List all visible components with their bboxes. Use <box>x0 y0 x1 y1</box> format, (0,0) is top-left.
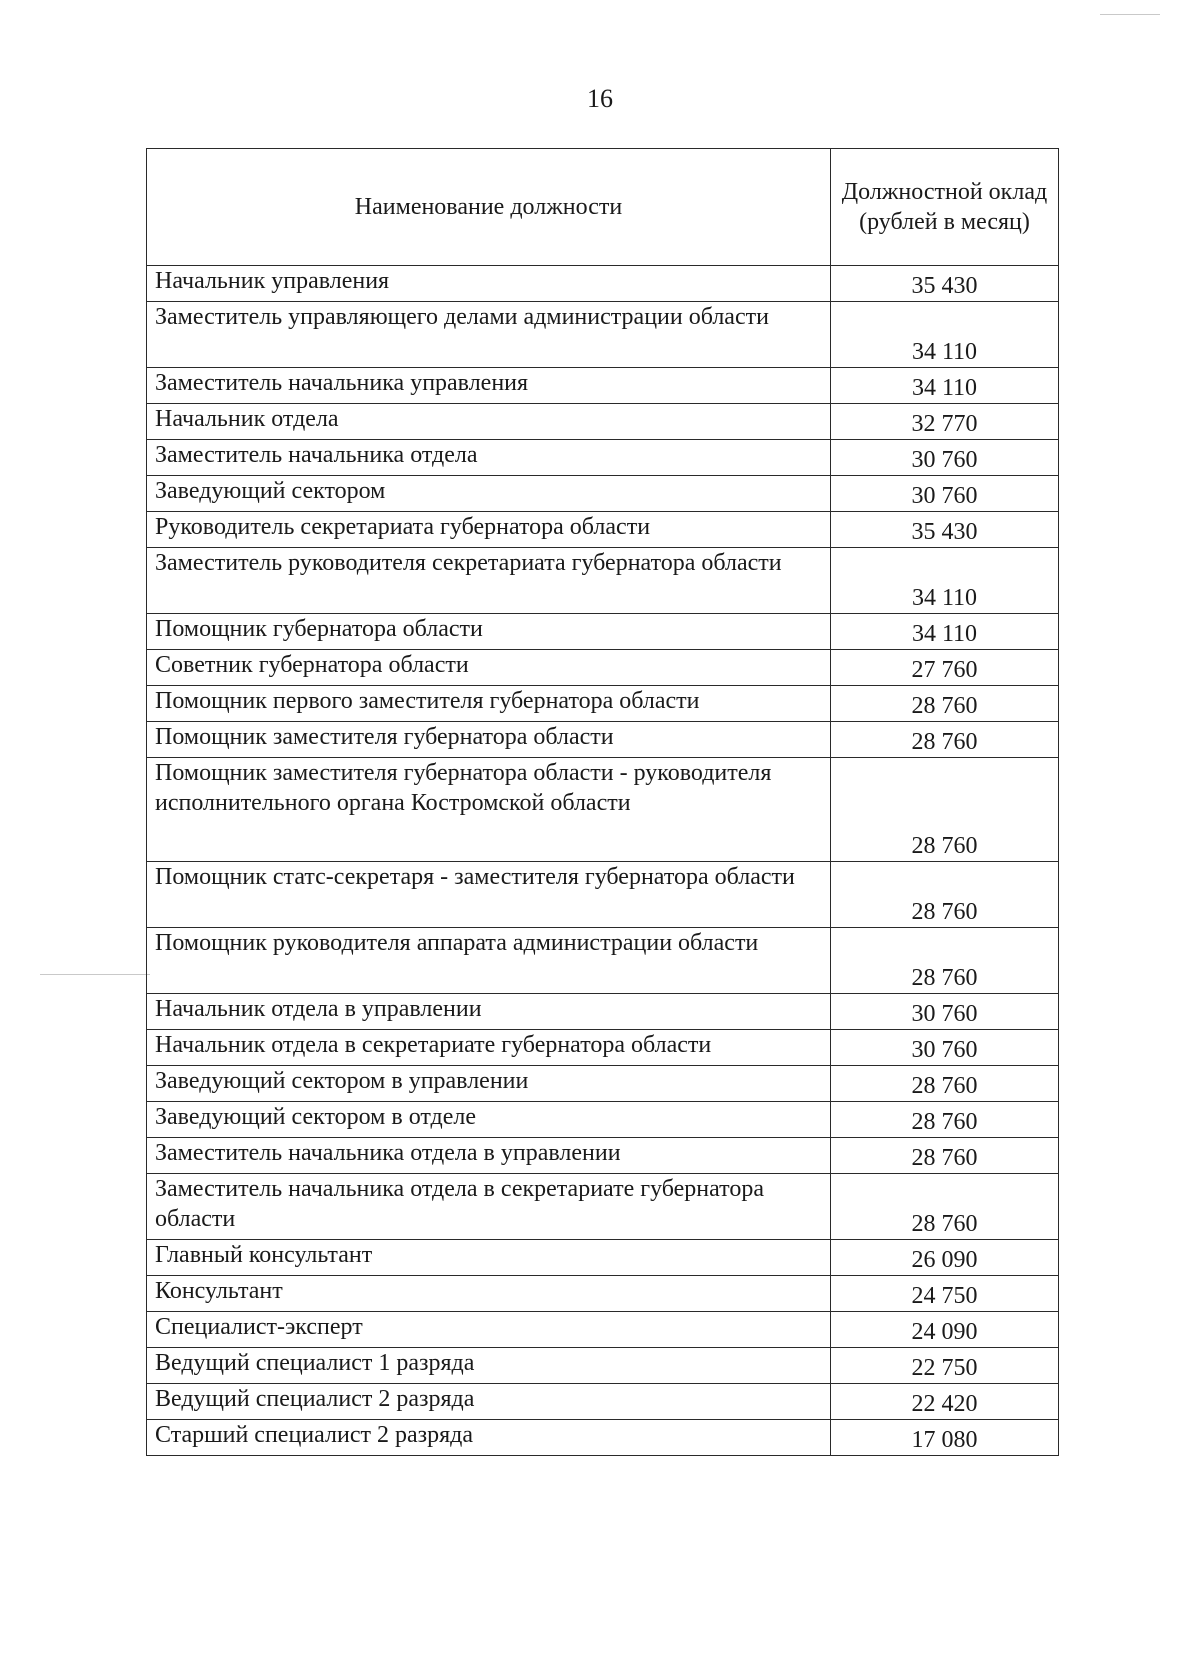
salary-value-cell: 30 760 <box>831 440 1059 476</box>
table-row <box>147 1420 1059 1456</box>
table-row <box>147 1276 1059 1312</box>
salary-table <box>146 148 1059 1456</box>
position-name-cell: Начальник отдела <box>147 404 831 440</box>
table-row <box>147 476 1059 512</box>
salary-value-cell: 30 760 <box>831 476 1059 512</box>
position-name-cell: Заместитель начальника отдела в секретариате губернатора области <box>147 1174 831 1240</box>
position-name-cell: Заведующий сектором в управлении <box>147 1066 831 1102</box>
table-row <box>147 1384 1059 1420</box>
table-row <box>147 1312 1059 1348</box>
table-row <box>147 440 1059 476</box>
position-name-cell: Заведующий сектором <box>147 476 831 512</box>
salary-value-cell: 28 760 <box>831 1102 1059 1138</box>
position-name-cell: Ведущий специалист 2 разряда <box>147 1384 831 1420</box>
table-row <box>147 1348 1059 1384</box>
position-name-cell: Ведущий специалист 1 разряда <box>147 1348 831 1384</box>
position-name-cell: Главный консультант <box>147 1240 831 1276</box>
salary-value-cell: 27 760 <box>831 650 1059 686</box>
salary-value-cell: 28 760 <box>831 1174 1059 1240</box>
position-name-cell: Старший специалист 2 разряда <box>147 1420 831 1456</box>
table-row <box>147 1030 1059 1066</box>
position-name-cell: Начальник отдела в секретариате губернатора области <box>147 1030 831 1066</box>
salary-value-cell: 34 110 <box>831 548 1059 614</box>
scan-artifact-line <box>40 974 150 975</box>
table-body <box>147 266 1059 1456</box>
salary-value-cell: 30 760 <box>831 1030 1059 1066</box>
position-name-cell: Помощник заместителя губернатора области - руководителя исполнительного органа Костромской области <box>147 758 831 862</box>
table-row <box>147 928 1059 994</box>
position-name-cell: Заместитель руководителя секретариата губернатора области <box>147 548 831 614</box>
salary-value-cell: 28 760 <box>831 758 1059 862</box>
table-row <box>147 548 1059 614</box>
table-row <box>147 614 1059 650</box>
table-row <box>147 404 1059 440</box>
salary-value-cell: 28 760 <box>831 1138 1059 1174</box>
position-name-cell: Консультант <box>147 1276 831 1312</box>
position-name-cell: Заместитель начальника отдела в управлении <box>147 1138 831 1174</box>
position-name-cell: Руководитель секретариата губернатора области <box>147 512 831 548</box>
position-name-cell: Начальник отдела в управлении <box>147 994 831 1030</box>
table-row <box>147 1102 1059 1138</box>
salary-value-cell: 35 430 <box>831 266 1059 302</box>
salary-value-cell: 34 110 <box>831 368 1059 404</box>
table-row <box>147 368 1059 404</box>
position-name-cell: Помощник заместителя губернатора области <box>147 722 831 758</box>
position-name-cell: Заместитель управляющего делами администрации области <box>147 302 831 368</box>
scan-artifact-line <box>1100 14 1160 15</box>
salary-value-cell: 28 760 <box>831 686 1059 722</box>
salary-value-cell: 24 750 <box>831 1276 1059 1312</box>
position-column-header: Наименование должности <box>147 149 831 266</box>
position-name-cell: Заведующий сектором в отделе <box>147 1102 831 1138</box>
table-row <box>147 1066 1059 1102</box>
salary-value-cell: 30 760 <box>831 994 1059 1030</box>
table-row <box>147 302 1059 368</box>
table-row <box>147 758 1059 862</box>
table-header-row <box>147 149 1059 266</box>
salary-value-cell: 34 110 <box>831 614 1059 650</box>
position-name-cell: Советник губернатора области <box>147 650 831 686</box>
salary-value-cell: 22 750 <box>831 1348 1059 1384</box>
salary-column-header: Должностной оклад (рублей в месяц) <box>831 149 1059 266</box>
table-row <box>147 722 1059 758</box>
table-row <box>147 266 1059 302</box>
salary-value-cell: 32 770 <box>831 404 1059 440</box>
salary-value-cell: 35 430 <box>831 512 1059 548</box>
table-row <box>147 994 1059 1030</box>
table-row <box>147 512 1059 548</box>
salary-value-cell: 28 760 <box>831 1066 1059 1102</box>
salary-value-cell: 17 080 <box>831 1420 1059 1456</box>
salary-value-cell: 34 110 <box>831 302 1059 368</box>
position-name-cell: Начальник управления <box>147 266 831 302</box>
salary-value-cell: 28 760 <box>831 928 1059 994</box>
salary-value-cell: 26 090 <box>831 1240 1059 1276</box>
position-name-cell: Специалист-эксперт <box>147 1312 831 1348</box>
table-row <box>147 1174 1059 1240</box>
table-row <box>147 650 1059 686</box>
table-row <box>147 686 1059 722</box>
position-name-cell: Заместитель начальника управления <box>147 368 831 404</box>
salary-value-cell: 28 760 <box>831 862 1059 928</box>
salary-value-cell: 28 760 <box>831 722 1059 758</box>
salary-value-cell: 22 420 <box>831 1384 1059 1420</box>
table-row <box>147 1138 1059 1174</box>
table-row <box>147 1240 1059 1276</box>
table-row <box>147 862 1059 928</box>
position-name-cell: Помощник руководителя аппарата администрации области <box>147 928 831 994</box>
salary-value-cell: 24 090 <box>831 1312 1059 1348</box>
position-name-cell: Помощник губернатора области <box>147 614 831 650</box>
position-name-cell: Заместитель начальника отдела <box>147 440 831 476</box>
position-name-cell: Помощник статс-секретаря - заместителя губернатора области <box>147 862 831 928</box>
page-number: 16 <box>587 84 613 113</box>
position-name-cell: Помощник первого заместителя губернатора области <box>147 686 831 722</box>
